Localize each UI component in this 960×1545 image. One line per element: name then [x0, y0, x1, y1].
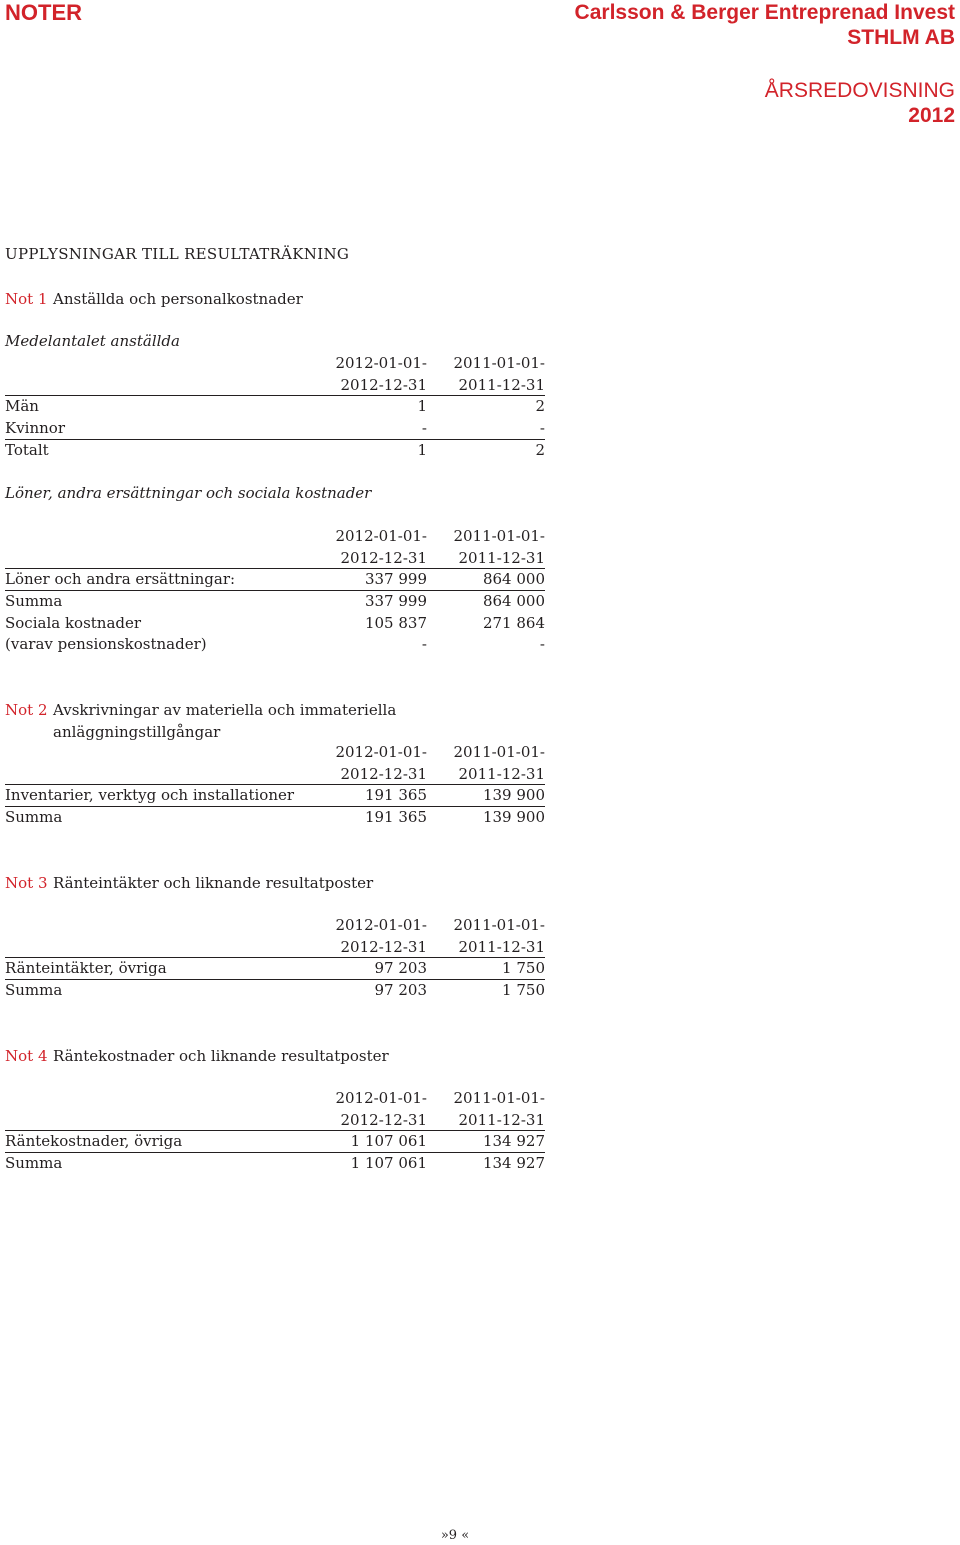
- period-head-row1: [5, 353, 545, 375]
- note1-subheading-salaries: Löner, andra ersättningar och sociala kostnader: [5, 484, 372, 502]
- row-value-2012: 97 203: [374, 959, 427, 978]
- period-c1-start: 2012-01-01-: [335, 916, 427, 934]
- row-label: Sociala kostnader: [5, 613, 142, 632]
- table-row: [5, 785, 545, 807]
- row-value-2011: 271 864: [482, 613, 545, 632]
- period-c1-end: 2012-12-31: [340, 1110, 427, 1129]
- period-c2-end: 2011-12-31: [458, 375, 545, 394]
- page-number: »9 «: [440, 1528, 470, 1543]
- row-value-2012: 191 365: [364, 786, 427, 805]
- row-label: Summa: [5, 1154, 63, 1173]
- period-c1-start: 2012-01-01-: [335, 1089, 427, 1107]
- note4-number: Not 4: [5, 1047, 48, 1065]
- table-row: [5, 613, 545, 635]
- period-c2-start: 2011-01-01-: [453, 1089, 545, 1107]
- row-value-2012: 337 999: [364, 570, 427, 589]
- period-head-row1: [5, 742, 545, 764]
- row-label: Kvinnor: [5, 419, 65, 438]
- table-row: [5, 591, 545, 613]
- note3-number: Not 3: [5, 874, 48, 892]
- table-row: [5, 807, 545, 829]
- row-value-2011: -: [539, 419, 545, 438]
- row-value-2011: 864 000: [482, 570, 545, 589]
- period-c2-end: 2011-12-31: [458, 1110, 545, 1129]
- row-value-2011: 139 900: [482, 786, 545, 805]
- period-head-row2: [5, 375, 545, 397]
- period-head-row2: [5, 1110, 545, 1132]
- row-label: Löner och andra ersättningar:: [5, 570, 236, 589]
- depreciation-table: [5, 742, 545, 829]
- note2-title-line1: Avskrivningar av materiella och immateriella: [53, 701, 397, 719]
- row-value-2011: 1 750: [502, 959, 545, 978]
- report-year: 2012: [908, 104, 955, 127]
- period-c1-end: 2012-12-31: [340, 548, 427, 567]
- row-value-2012: 1: [417, 397, 427, 416]
- note1-subheading-employees: Medelantalet anställda: [5, 332, 180, 350]
- period-c2-end: 2011-12-31: [458, 937, 545, 956]
- company-name-line2: STHLM AB: [847, 26, 955, 49]
- employees-table: [5, 353, 545, 461]
- period-c1-start: 2012-01-01-: [335, 743, 427, 761]
- note2-title-line2: anläggningstillgångar: [53, 723, 221, 741]
- table-row: [5, 396, 545, 418]
- row-value-2011: 2: [535, 397, 545, 416]
- period-c2-start: 2011-01-01-: [453, 354, 545, 372]
- note3-title: Ränteintäkter och liknande resultatposter: [53, 874, 374, 892]
- note1-title: Anställda och personalkostnader: [53, 290, 303, 308]
- company-name-line1: Carlsson & Berger Entreprenad Invest: [574, 1, 955, 24]
- row-value-2012: 191 365: [364, 808, 427, 827]
- table-row: [5, 958, 545, 980]
- note4-title: Räntekostnader och liknande resultatposter: [53, 1047, 389, 1065]
- table-row: [5, 418, 545, 440]
- table-row: [5, 440, 545, 462]
- report-title-text: ÅRSREDOVISNING: [764, 79, 955, 102]
- row-value-2011: 134 927: [482, 1154, 545, 1173]
- row-label: Summa: [5, 808, 63, 827]
- row-value-2012: 1: [417, 440, 427, 459]
- salaries-table: [5, 526, 545, 656]
- row-value-2011: 139 900: [482, 808, 545, 827]
- report-title: [765, 78, 955, 128]
- row-label: Summa: [5, 981, 63, 1000]
- row-value-2011: 2: [535, 440, 545, 459]
- row-label: Män: [5, 397, 39, 416]
- period-head-row2: [5, 548, 545, 570]
- row-value-2012: -: [421, 419, 427, 438]
- company-name: [575, 0, 955, 50]
- period-c1-end: 2012-12-31: [340, 937, 427, 956]
- table-row: [5, 634, 545, 656]
- period-c1-end: 2012-12-31: [340, 764, 427, 783]
- table-row: [5, 569, 545, 591]
- table-row: [5, 980, 545, 1002]
- row-value-2011: 134 927: [482, 1132, 545, 1151]
- row-label: Totalt: [5, 440, 49, 459]
- row-label: Summa: [5, 592, 63, 611]
- row-value-2012: 337 999: [364, 592, 427, 611]
- row-value-2012: 1 107 061: [350, 1132, 427, 1151]
- row-value-2012: -: [421, 635, 427, 654]
- period-head-row1: [5, 526, 545, 548]
- period-head-row1: [5, 915, 545, 937]
- row-value-2011: 864 000: [482, 592, 545, 611]
- period-c2-start: 2011-01-01-: [453, 743, 545, 761]
- period-head-row1: [5, 1088, 545, 1110]
- period-c1-start: 2012-01-01-: [335, 527, 427, 545]
- row-value-2011: -: [539, 635, 545, 654]
- note3-heading: [5, 872, 373, 894]
- table-row: [5, 1153, 545, 1175]
- period-head-row2: [5, 764, 545, 786]
- period-c2-end: 2011-12-31: [458, 764, 545, 783]
- interest-income-table: [5, 915, 545, 1002]
- interest-expense-table: [5, 1088, 545, 1175]
- period-c1-end: 2012-12-31: [340, 375, 427, 394]
- period-c2-start: 2011-01-01-: [453, 916, 545, 934]
- period-c2-start: 2011-01-01-: [453, 527, 545, 545]
- row-label: Inventarier, verktyg och installationer: [5, 786, 295, 805]
- section-title: UPPLYSNINGAR TILL RESULTATRÄKNING: [5, 245, 350, 263]
- period-c2-end: 2011-12-31: [458, 548, 545, 567]
- note1-heading: [5, 288, 303, 310]
- note1-number: Not 1: [5, 290, 48, 308]
- note4-heading: [5, 1045, 389, 1067]
- row-label: Räntekostnader, övriga: [5, 1132, 183, 1151]
- row-value-2012: 1 107 061: [350, 1154, 427, 1173]
- note2-number: Not 2: [5, 701, 48, 719]
- period-head-row2: [5, 937, 545, 959]
- table-row: [5, 1131, 545, 1153]
- row-label: (varav pensionskostnader): [5, 635, 207, 654]
- row-value-2011: 1 750: [502, 981, 545, 1000]
- note2-heading: [5, 699, 396, 743]
- period-c1-start: 2012-01-01-: [335, 354, 427, 372]
- section-label: NOTER: [5, 0, 82, 25]
- row-value-2012: 97 203: [374, 981, 427, 1000]
- row-label: Ränteintäkter, övriga: [5, 959, 167, 978]
- row-value-2012: 105 837: [364, 613, 427, 632]
